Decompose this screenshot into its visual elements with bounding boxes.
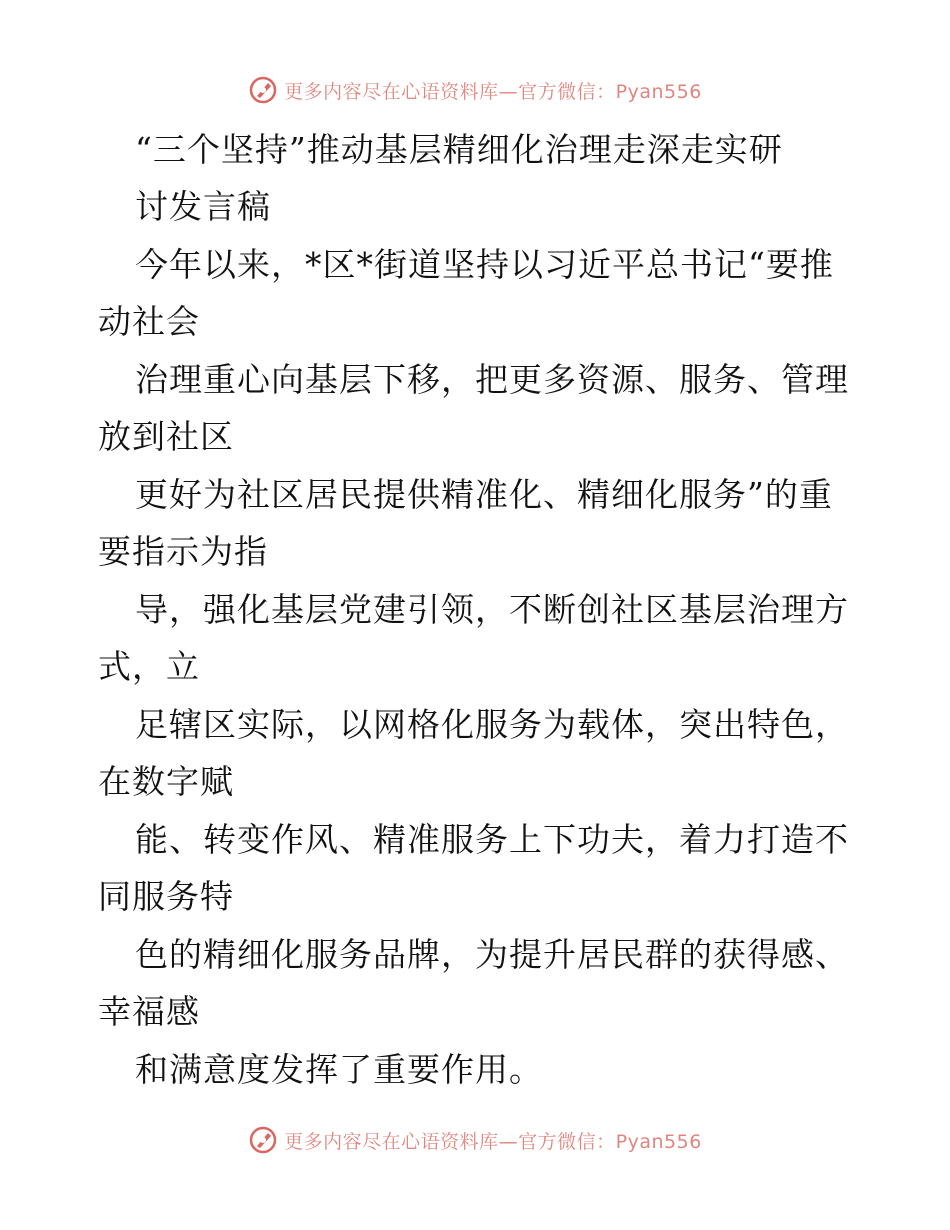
paragraph-line: 在数字赋	[98, 762, 234, 801]
paragraph-line: 今年以来，*区*街道坚持以习近平总书记“要推	[135, 245, 834, 284]
paragraph-line: 色的精细化服务品牌，为提升居民群的获得感、	[135, 935, 849, 974]
paragraph-line: 和满意度发挥了重要作用。	[135, 1050, 543, 1089]
pen-circle-logo	[248, 1125, 278, 1155]
paragraph-line: 同服务特	[98, 877, 234, 916]
paragraph-line: 动社会	[98, 302, 200, 341]
paragraph-line: 要指示为指	[98, 532, 268, 571]
document-title: “三个坚持”推动基层精细化治理走深走实研	[135, 130, 783, 169]
paragraph-line: 式，立	[98, 647, 200, 686]
watermark-footer	[0, 1120, 950, 1160]
paragraph-line: 足辖区实际，以网格化服务为载体，突出特色，	[135, 705, 849, 744]
watermark-text: 更多内容尽在心语资料库—官方微信：Pyan556	[284, 80, 702, 103]
paragraph-line: 治理重心向基层下移，把更多资源、服务、管理	[135, 360, 849, 399]
paragraph-line: 放到社区	[98, 417, 234, 456]
paragraph-line: 幸福感	[98, 992, 200, 1031]
document-title-continued: 讨发言稿	[135, 187, 271, 226]
paragraph-line: 导，强化基层党建引领，不断创社区基层治理方	[135, 590, 849, 629]
paragraph-line: 更好为社区居民提供精准化、精细化服务”的重	[135, 475, 833, 514]
watermark-text: 更多内容尽在心语资料库—官方微信：Pyan556	[284, 1130, 702, 1153]
paragraph-line: 能、转变作风、精准服务上下功夫，着力打造不	[135, 820, 849, 859]
